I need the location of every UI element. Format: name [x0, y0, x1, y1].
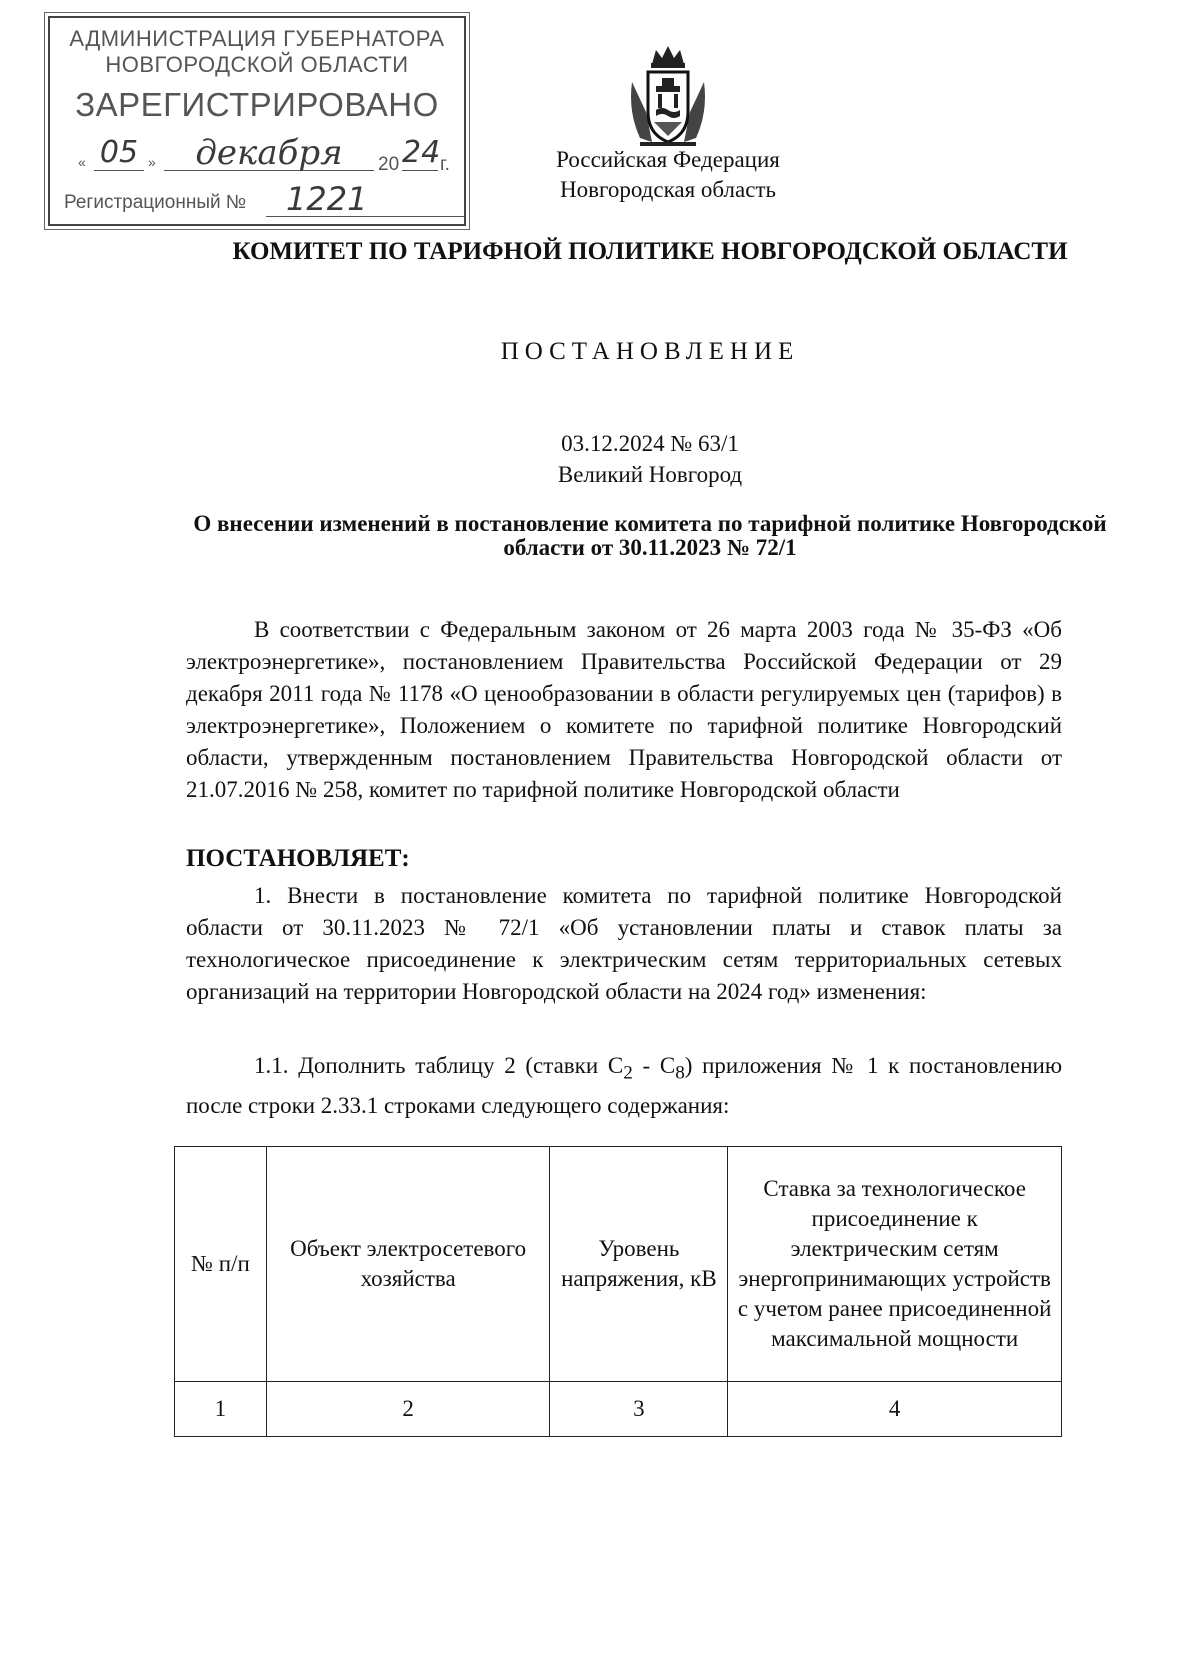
table-header-cell: Объект электросетевого хозяйства	[266, 1147, 550, 1382]
stamp-status: ЗАРЕГИСТРИРОВАНО	[75, 86, 439, 123]
stamp-line-2: НОВГОРОДСКОЙ ОБЛАСТИ	[105, 52, 409, 77]
stamp-reg-label: Регистрационный №	[64, 192, 247, 213]
stamp-reg-number: 1221	[266, 182, 464, 217]
document-city: Великий Новгород	[557, 462, 743, 487]
preamble-paragraph: В соответствии с Федеральным законом от 26 марта 2003 года № 35-ФЗ «Об электроэнергетике», постановлением Правительства Российской Федерации от 29 декабря 2011 года № 1178 «О ценообразовании в области регулируемых цен (тарифов) в электроэнергетике», Положением о комитете по тарифной политике Новгородский области, утвержденным постановлением Правительства Новгородской области от 21.07.2016 № 258, комитет по тарифной политике Новгородской области	[186, 617, 1062, 802]
stamp-date-row	[78, 133, 456, 180]
stamp-year-abbr: г.	[440, 154, 450, 175]
country-name: Российская Федерация	[556, 147, 780, 172]
item-1-1-sub-2: 8	[675, 1062, 685, 1084]
item-1-1-mid: - С	[632, 1053, 676, 1078]
stamp-line-1: АДМИНИСТРАЦИЯ ГУБЕРНАТОРА	[69, 26, 445, 51]
committee-title: КОМИТЕТ ПО ТАРИФНОЙ ПОЛИТИКЕ НОВГОРОДСКОЙ ОБЛАСТИ	[232, 238, 1068, 265]
registration-stamp	[48, 16, 466, 226]
table-row	[175, 1382, 1062, 1437]
region-name: Новгородская область	[559, 177, 776, 202]
stamp-registration-row	[64, 180, 464, 218]
table-cell: 2	[266, 1382, 550, 1437]
stamp-month: декабря	[164, 136, 374, 171]
item-1-paragraph: 1. Внести в постановление комитета по тарифной политике Новгородской области от 30.11.2023 № 72/1 «Об установлении платы и ставок платы за технологическое присоединение к электрическим сетям территориальных сетевых организаций на территории Новгородской области на 2024 год» изменения:	[186, 883, 1062, 1004]
stamp-year-prefix: 20	[378, 154, 400, 175]
item-1-1-end: ) приложения № 1 к постановлению после строки 2.33.1 строками следующего содержания:	[186, 1053, 1063, 1118]
table-cell: 3	[550, 1382, 728, 1437]
table-cell: 1	[175, 1382, 267, 1437]
stamp-quote-close: »	[148, 154, 156, 170]
table-header-row	[175, 1147, 1062, 1382]
table-header-cell: № п/п	[175, 1147, 267, 1382]
coat-of-arms-icon	[626, 42, 710, 148]
table-header-cell: Уровень напряжения, кВ	[550, 1147, 728, 1382]
item-1-1-sub-1: 2	[623, 1062, 633, 1084]
stamp-year-suffix: 24	[402, 135, 441, 170]
document-type: ПОСТАНОВЛЕНИЕ	[500, 338, 800, 365]
stamp-day: 05	[94, 136, 144, 171]
decree-word: ПОСТАНОВЛЯЕТ:	[186, 845, 410, 872]
country-heading	[500, 145, 836, 205]
document-number-block	[190, 428, 1110, 490]
item-1-1-paragraph	[186, 1050, 1062, 1122]
table-cell: 4	[728, 1382, 1062, 1437]
document-subject: О внесении изменений в постановление комитета по тарифной политике Новгородской области от 30.11.2023 № 72/1	[193, 511, 1107, 560]
document-date-number: 03.12.2024 № 63/1	[561, 431, 739, 456]
item-1-1-start: 1.1. Дополнить таблицу 2 (ставки С	[254, 1053, 624, 1078]
rates-table	[174, 1146, 1062, 1437]
table-header-cell: Ставка за технологическое присоединение к электрическим сетям энергопринимающих устройств с учетом ранее присоединенной максимальной мощности	[728, 1147, 1062, 1382]
stamp-quote-open: «	[78, 154, 86, 170]
